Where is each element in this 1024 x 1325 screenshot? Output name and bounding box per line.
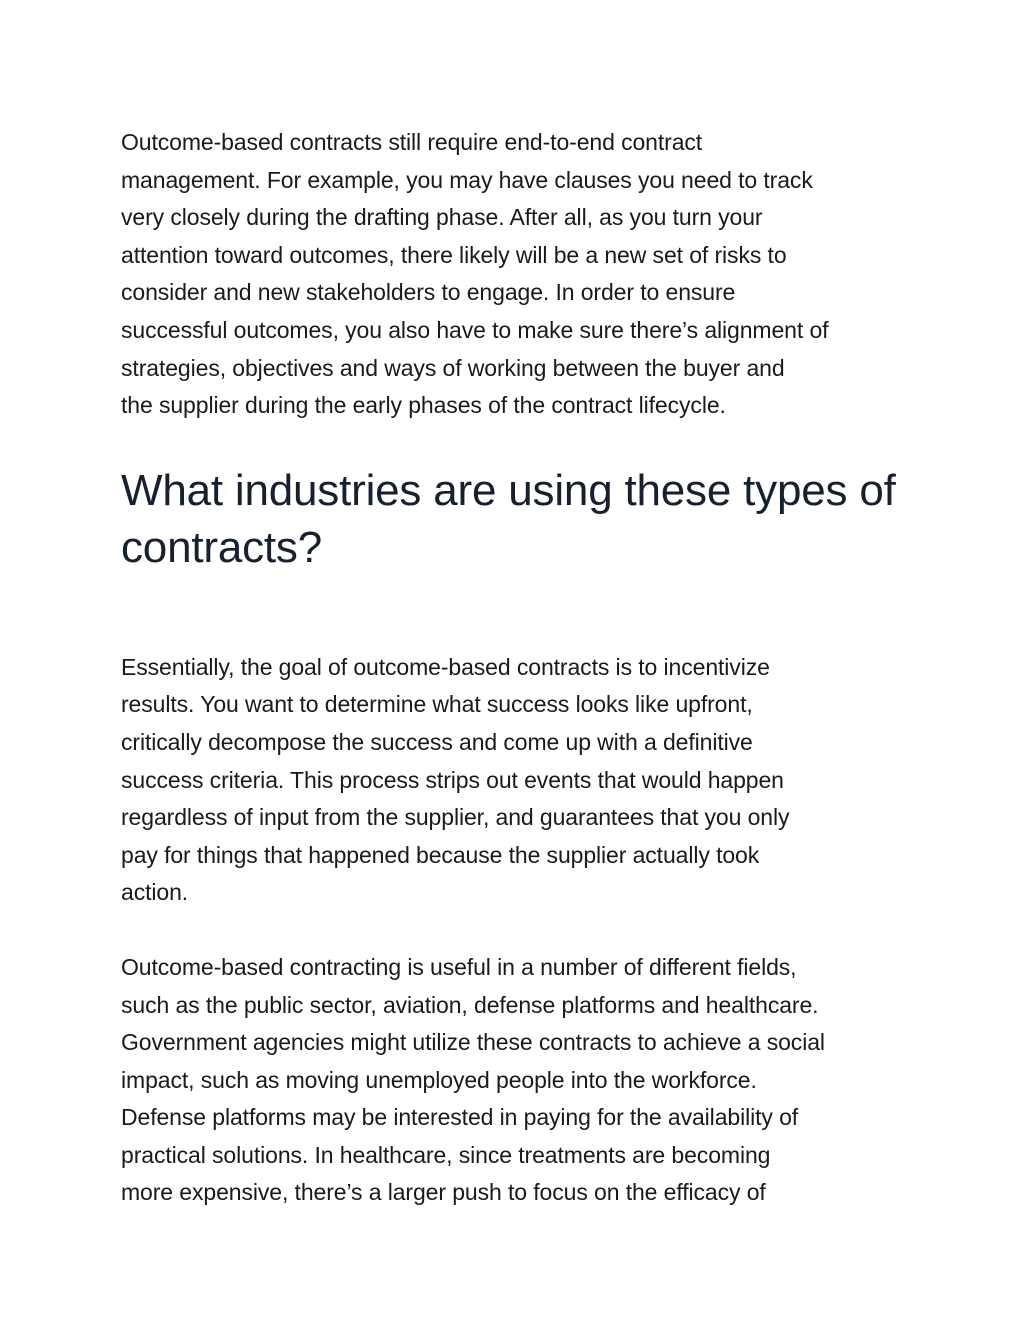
paragraph-contract-management: Outcome-based contracts still require end-to-end contract management. For example, you may have clauses you need to track very closely during the drafting phase. After all, as you turn your attention toward outcomes, there likely will be a new set of risks to consider and new stakeholders to engage. In order to ensure successful outcomes, you also have to make sure there’s alignment of strategies, objectives and ways of working between the buyer and the supplier during the early phases of the contract lifecycle. [121,129,829,419]
document-page [121,124,911,1212]
paragraph-goal: Essentially, the goal of outcome-based contracts is to incentivize results. You want to determine what success looks like upfront, critically decompose the success and come up with a definitive success criteria. This process strips out events that would happen regardless of input from the supplier, and guarantees that you only pay for things that happened because the supplier actually took action. [121,653,790,906]
paragraph-fields: Outcome-based contracting is useful in a number of different fields, such as the public sector, aviation, defense platforms and healthcare. Government agencies might utilize these contracts to achieve a social impact, such as moving unemployed people into the workforce. Defense platforms may be interested in paying for the availability of practical solutions. In healthcare, since treatments are becoming more expensive, there’s a larger push to focus on the efficacy of [121,953,825,1206]
section-heading: What industries are using these types of contracts? [121,465,896,572]
section-heading-container [121,462,911,576]
